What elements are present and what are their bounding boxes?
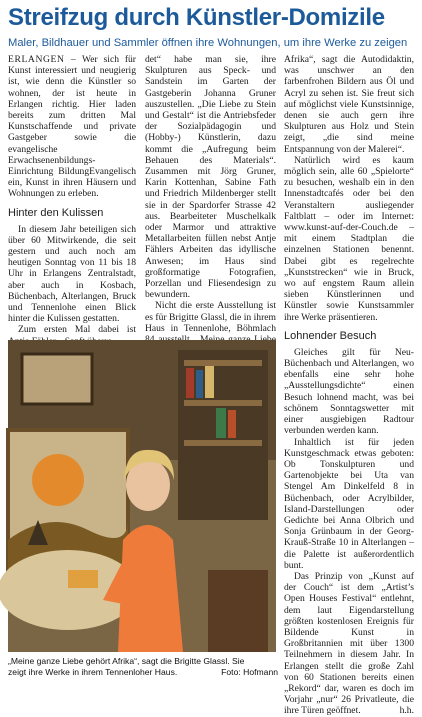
caption-line (8, 667, 278, 678)
intro-text: Wer sich für Kunst interessiert und neugierig ist, wie denn die Künstler so wohnen, der ist heute in Erlangen richtig. Hier laden bereits zum dritten Mal Kunstschaffende und private Gastgeber sowie die evangelische Erwachsenenbildungs-Einrichtung BildungEvangelisch ein, Kunst in ihren Häusern und Wohnungen zu erleben. (8, 54, 137, 200)
photo-caption (8, 656, 278, 678)
paragraph: In diesem Jahr beteiligen sich über 60 Mitwirkende, die seit gestern und auch noch am heutigen Sonntag von 11 bis 18 Uhr in Erlangens Zentralstadt, aber auch in Kosbach, Büchenbach, Alterlangen, Bruck und Tennenlohe einen Blick hinter die Kulissen gestatten. (8, 223, 136, 325)
shelf-board (184, 400, 262, 406)
paragraph: Zum ersten Mal dabei ist (18, 324, 136, 336)
painting-sun (32, 454, 84, 506)
paragraph: det“ habe man sie, ihre Skulpturen aus Speck- und Sandstein im Garten der Gastgeberin Johanna Gruner auszustellen. „Die Liebe zu Stein und Gestalt“ ist die Antriebsfeder der Sozialpädagogin und (Hobby-) Künstlerin, dazu kommt die „Aufregung beim Behauen des Materials“. Zusammen mit Jörg Gruner, Karin Kottenhan, Sabine Fath und Friedrich Mildenberger stellt sie in der Spardorfer Strasse 42 aus. Bearbeiteter Muschelkalk oder Marmor und attraktive Metallarbeiten füllen nebst Antje Fählers Arbeiten das idyllische Anwesen; im Haus sind großformatige Fotografien, Porzellan und Fliesendesign zu bewundern. (145, 54, 276, 301)
text-column-2 (145, 54, 276, 334)
book (216, 408, 226, 438)
paragraph (284, 571, 414, 717)
book (196, 370, 203, 398)
photo-illustration (8, 340, 276, 652)
paragraph: Inhaltlich ist für jeden Kunstgeschmack etwas geboten: Ob Tonskulpturen und Gartenobjekte bei Uta van Stengel Am Dinkelfeld 8 in Büchenbach, oder Acrylbilder, Island-Darstellungen oder Gedichte bei Anna Olbrich und Sonja Grünbaum in der Georg-Krauß-Straße 10 in Alterlangen – die Palette ist außerordentlich bunt. (284, 436, 414, 571)
book (205, 366, 214, 398)
intro-paragraph (8, 54, 136, 200)
subheadline: Maler, Bildhauer und Sammler öffnen ihre Wohnungen, um ihre Werke zu zeigen (8, 37, 408, 49)
text-column-3 (284, 54, 414, 717)
paragraph: Nicht die erste Ausstellung ist es für Brigitte Glassl, die in ihrem Haus in Tennenlohe, Böhmlach (145, 300, 276, 334)
subheading-besuch: Lohnender Besuch (284, 329, 377, 342)
shelf-board (184, 440, 262, 446)
caption-text: zeigt ihre Werke in ihrem Tennenloher Haus. (8, 667, 178, 677)
shelf-board (184, 360, 262, 366)
paragraph-text: Das Prinzip von „Kunst auf der Couch“ ist dem „Artist’s Open Houses Festival“ entlehnt, dem laut Eigendarstellung größten kostenlosen Ereignis für Bildende Kunst in Großbritannien mit über 1300 Teilnehmern in diesem Jahr. In Erlangen stellt die große Zahl von 60 Stationen bereits einen „Rekord“ dar, waren es doch im Vorjahr „nur“ 26 Privatleute, die ihre Türen geöffnet. (284, 570, 414, 717)
book (186, 368, 194, 398)
side-chair (208, 570, 268, 652)
author-signature: h.h. (399, 705, 414, 717)
photo-credit: Foto: Hofmann (221, 667, 278, 677)
paragraph: Gleiches gilt für Neu-Büchenbach und Alterlangen, wo ebenfalls eine sehr hohe „Ausstellungsdichte“ einen Besuch lohnend macht, was bei schönem Sonntagswetter mit einer ausgiebigen Radtour verbunden werden kann. (284, 346, 414, 437)
book (228, 410, 236, 438)
subheading-kulissen: Hinter den Kulissen (8, 206, 104, 219)
dateline: ERLANGEN – (8, 54, 77, 65)
paragraph: Natürlich wird es kaum möglich sein, alle 60 „Spielorte“ zu besuchen, weshalb ein in den Innenstadtcafés oder bei den Veranstaltern ausliegender Faltblatt – oder im Internet: www.kunst-auf-der-Couch.de – mit einem Stadtplan die einzelnen Stationen benennt. Dabei gibt es regelrechte „Kunststrecken“ wie in Bruck, wo auf engstem Raum allein sieben Künstlerinnen und Künstler sowie Kunstsammler ihre Werke präsentieren. (284, 154, 414, 323)
paragraph: Afrika“, sagt die Autodidaktin, was unschwer an den farbenfrohen Bildern aus Öl und Acryl zu sehen ist. Sie freut sich auf möglichst viele Kunstsinnige, denen sie auch gern ihre Skulpturen aus Holz und Stein zeigt, „die sind meine Entspannung von der Malerei“. (284, 54, 414, 155)
text-column-1 (8, 54, 136, 334)
person-body (118, 525, 183, 652)
caption-line: „Meine ganze Liebe gehört Afrika“, sagt die Brigitte Glassl. Sie (8, 656, 245, 666)
paint-jar (68, 570, 98, 588)
headline: Streifzug durch Künstler-Domizile (8, 4, 385, 31)
artist-photo (8, 340, 276, 652)
wall-picture (22, 354, 92, 404)
